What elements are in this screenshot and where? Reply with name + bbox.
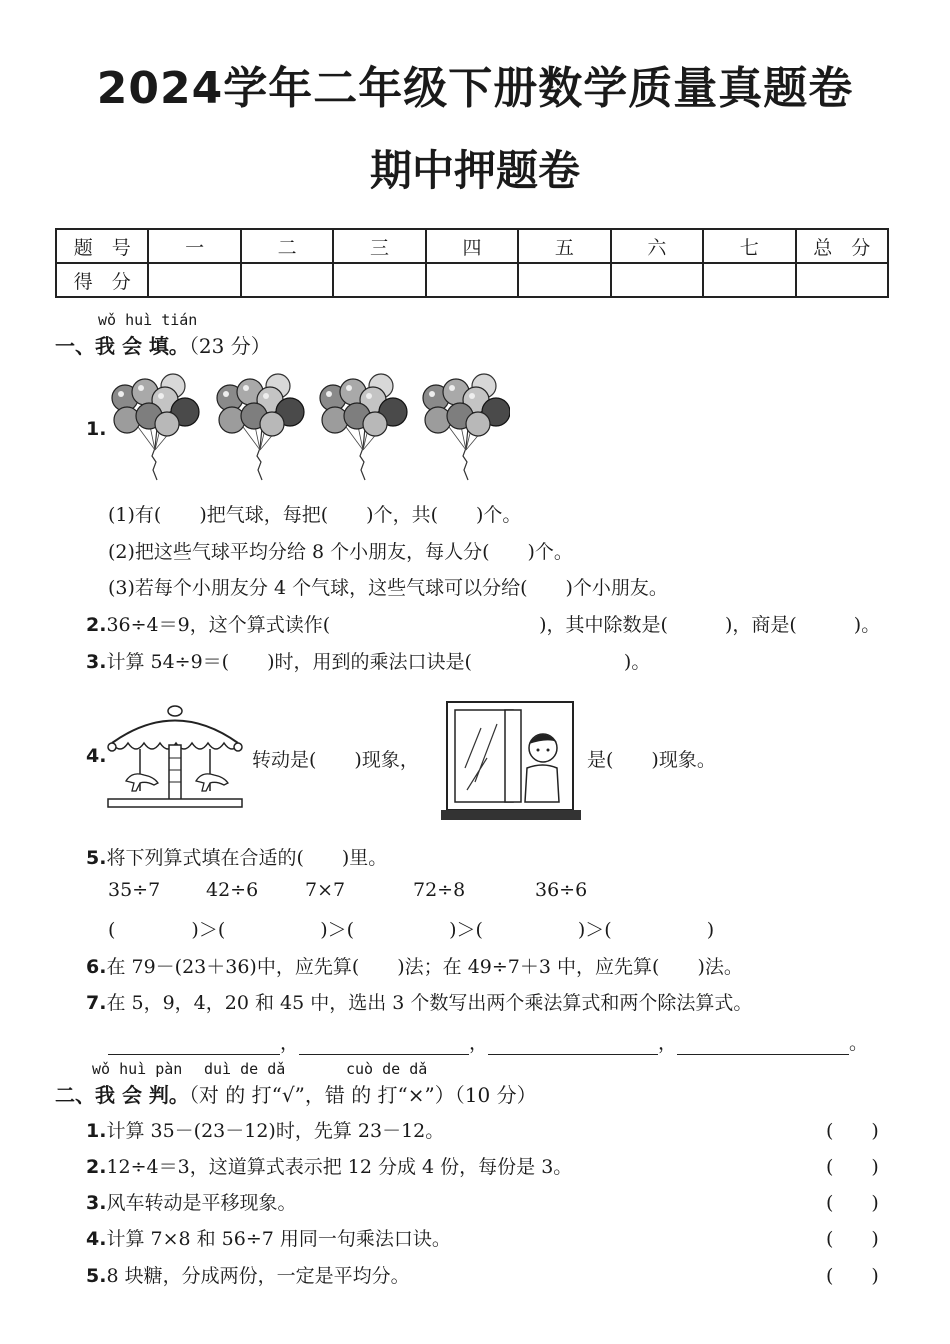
q5-expr-2: 42÷6 xyxy=(206,879,259,901)
judge-item-number: 1. xyxy=(86,1120,107,1142)
q2-number: 2. xyxy=(86,614,107,636)
q4-text-b: 是( )现象。 xyxy=(587,749,716,771)
judge-item xyxy=(86,1188,296,1215)
score-header-cell: 三 xyxy=(333,229,425,263)
section2-pinyin-2: duì de dǎ xyxy=(204,1060,286,1078)
score-row-label: 得 分 xyxy=(56,263,148,297)
q7-separator: ， xyxy=(280,1032,300,1054)
score-header-cell: 总 分 xyxy=(796,229,889,263)
judge-answer-box[interactable]: ( ) xyxy=(826,1192,879,1214)
q1-number: 1. xyxy=(86,418,107,440)
q3-number: 3. xyxy=(86,651,107,673)
judge-item-number: 5. xyxy=(86,1265,107,1287)
q7-number: 7. xyxy=(86,992,107,1014)
judge-answer-box[interactable]: ( ) xyxy=(826,1120,879,1142)
q5-number: 5. xyxy=(86,847,107,869)
q4-number: 4. xyxy=(86,745,107,767)
section2-title: 二、我 会 判。 xyxy=(55,1083,189,1107)
judge-item-text: 8 块糖，分成两份，一定是平均分。 xyxy=(106,1265,410,1287)
judge-item-text: 风车转动是平移现象。 xyxy=(106,1192,297,1214)
q7-separator: ， xyxy=(658,1032,678,1054)
score-header-cell: 一 xyxy=(148,229,240,263)
section1-points: （23 分） xyxy=(188,334,271,358)
q7-answer-blank[interactable] xyxy=(677,1034,849,1055)
score-table-header-row xyxy=(56,229,888,263)
q7-answer-lines xyxy=(108,1028,868,1055)
q5-row xyxy=(86,843,387,870)
judge-answer-box[interactable]: ( ) xyxy=(826,1265,879,1287)
q2-text: 36÷4＝9，这个算式读作( )，其中除数是( )，商是( )。 xyxy=(106,614,881,636)
q5-expr-1: 35÷7 xyxy=(108,879,161,901)
page-subtitle: 期中押题卷 xyxy=(369,146,580,195)
q6-text: 在 79－(23＋36)中，应先算( )法；在 49÷7＋3 中，应先算( )法。 xyxy=(106,956,743,978)
section2-heading xyxy=(55,1079,537,1108)
judge-item-text: 计算 7×8 和 56÷7 用同一句乘法口诀。 xyxy=(106,1228,451,1250)
score-header-cell: 五 xyxy=(518,229,610,263)
judge-answer-box[interactable]: ( ) xyxy=(826,1156,879,1178)
balloon-bunches-image xyxy=(100,370,510,485)
section2-pinyin-1: wǒ huì pàn xyxy=(92,1060,183,1078)
score-header-cell: 二 xyxy=(241,229,333,263)
score-cell[interactable] xyxy=(518,263,610,297)
judge-item xyxy=(86,1152,572,1179)
score-cell[interactable] xyxy=(333,263,425,297)
judge-item-number: 3. xyxy=(86,1192,107,1214)
q1-sub2: (2)把这些气球平均分给 8 个小朋友，每人分( )个。 xyxy=(108,541,573,563)
q3-row xyxy=(86,647,650,674)
judge-item xyxy=(86,1224,451,1251)
q7-separator: ， xyxy=(469,1032,489,1054)
q5-text: 将下列算式填在合适的( )里。 xyxy=(106,847,388,869)
score-cell[interactable] xyxy=(611,263,703,297)
window-boy-image xyxy=(441,698,581,823)
judge-item-text: 计算 35－(23－12)时，先算 23－12。 xyxy=(106,1120,445,1142)
judge-answer-box[interactable]: ( ) xyxy=(826,1228,879,1250)
q5-order-blanks[interactable]: ( )＞( )＞( )＞( )＞( ) xyxy=(108,919,715,941)
q1-sub1: (1)有( )把气球，每把( )个，共( )个。 xyxy=(108,504,522,526)
section1-title: 一、我 会 填。 xyxy=(55,334,189,358)
score-cell[interactable] xyxy=(148,263,240,297)
score-header-cell: 题 号 xyxy=(56,229,148,263)
q7-separator: 。 xyxy=(849,1032,869,1054)
section2-pinyin-3: cuò de dǎ xyxy=(346,1060,428,1078)
q5-expr-3: 7×7 xyxy=(305,879,346,901)
carousel-image xyxy=(104,703,246,813)
judge-item-text: 12÷4＝3，这道算式表示把 12 分成 4 份，每份是 3。 xyxy=(106,1156,573,1178)
score-cell[interactable] xyxy=(426,263,518,297)
q5-expr-5: 36÷6 xyxy=(535,879,588,901)
score-cell[interactable] xyxy=(796,263,889,297)
section1-heading xyxy=(55,330,271,359)
score-table-score-row xyxy=(56,263,888,297)
judge-item xyxy=(86,1116,444,1143)
score-cell[interactable] xyxy=(241,263,333,297)
judge-item xyxy=(86,1261,410,1288)
score-header-cell: 四 xyxy=(426,229,518,263)
q6-number: 6. xyxy=(86,956,107,978)
score-header-cell: 七 xyxy=(703,229,795,263)
section1-pinyin: wǒ huì tián xyxy=(98,311,198,329)
score-header-cell: 六 xyxy=(611,229,703,263)
score-table xyxy=(55,228,889,298)
judge-item-number: 2. xyxy=(86,1156,107,1178)
q1-sub3: (3)若每个小朋友分 4 个气球，这些气球可以分给( )个小朋友。 xyxy=(108,577,668,599)
q4-text-a: 转动是( )现象， xyxy=(252,749,419,771)
q5-expr-4: 72÷8 xyxy=(413,879,466,901)
q6-row xyxy=(86,952,743,979)
judge-item-number: 4. xyxy=(86,1228,107,1250)
q2-row xyxy=(86,610,880,637)
q7-text: 在 5，9，4，20 和 45 中，选出 3 个数写出两个乘法算式和两个除法算式。 xyxy=(106,992,753,1014)
section2-points: （对 的 打“√”，错 的 打“×”）（10 分） xyxy=(188,1083,537,1107)
q3-text: 计算 54÷9＝( )时，用到的乘法口诀是( )。 xyxy=(106,651,651,673)
q7-row xyxy=(86,988,752,1015)
score-cell[interactable] xyxy=(703,263,795,297)
q7-answer-blank[interactable] xyxy=(488,1034,658,1055)
page-title: 2024学年二年级下册数学质量真题卷 xyxy=(96,63,854,114)
q7-answer-blank[interactable] xyxy=(299,1034,469,1055)
q7-answer-blank[interactable] xyxy=(108,1034,280,1055)
